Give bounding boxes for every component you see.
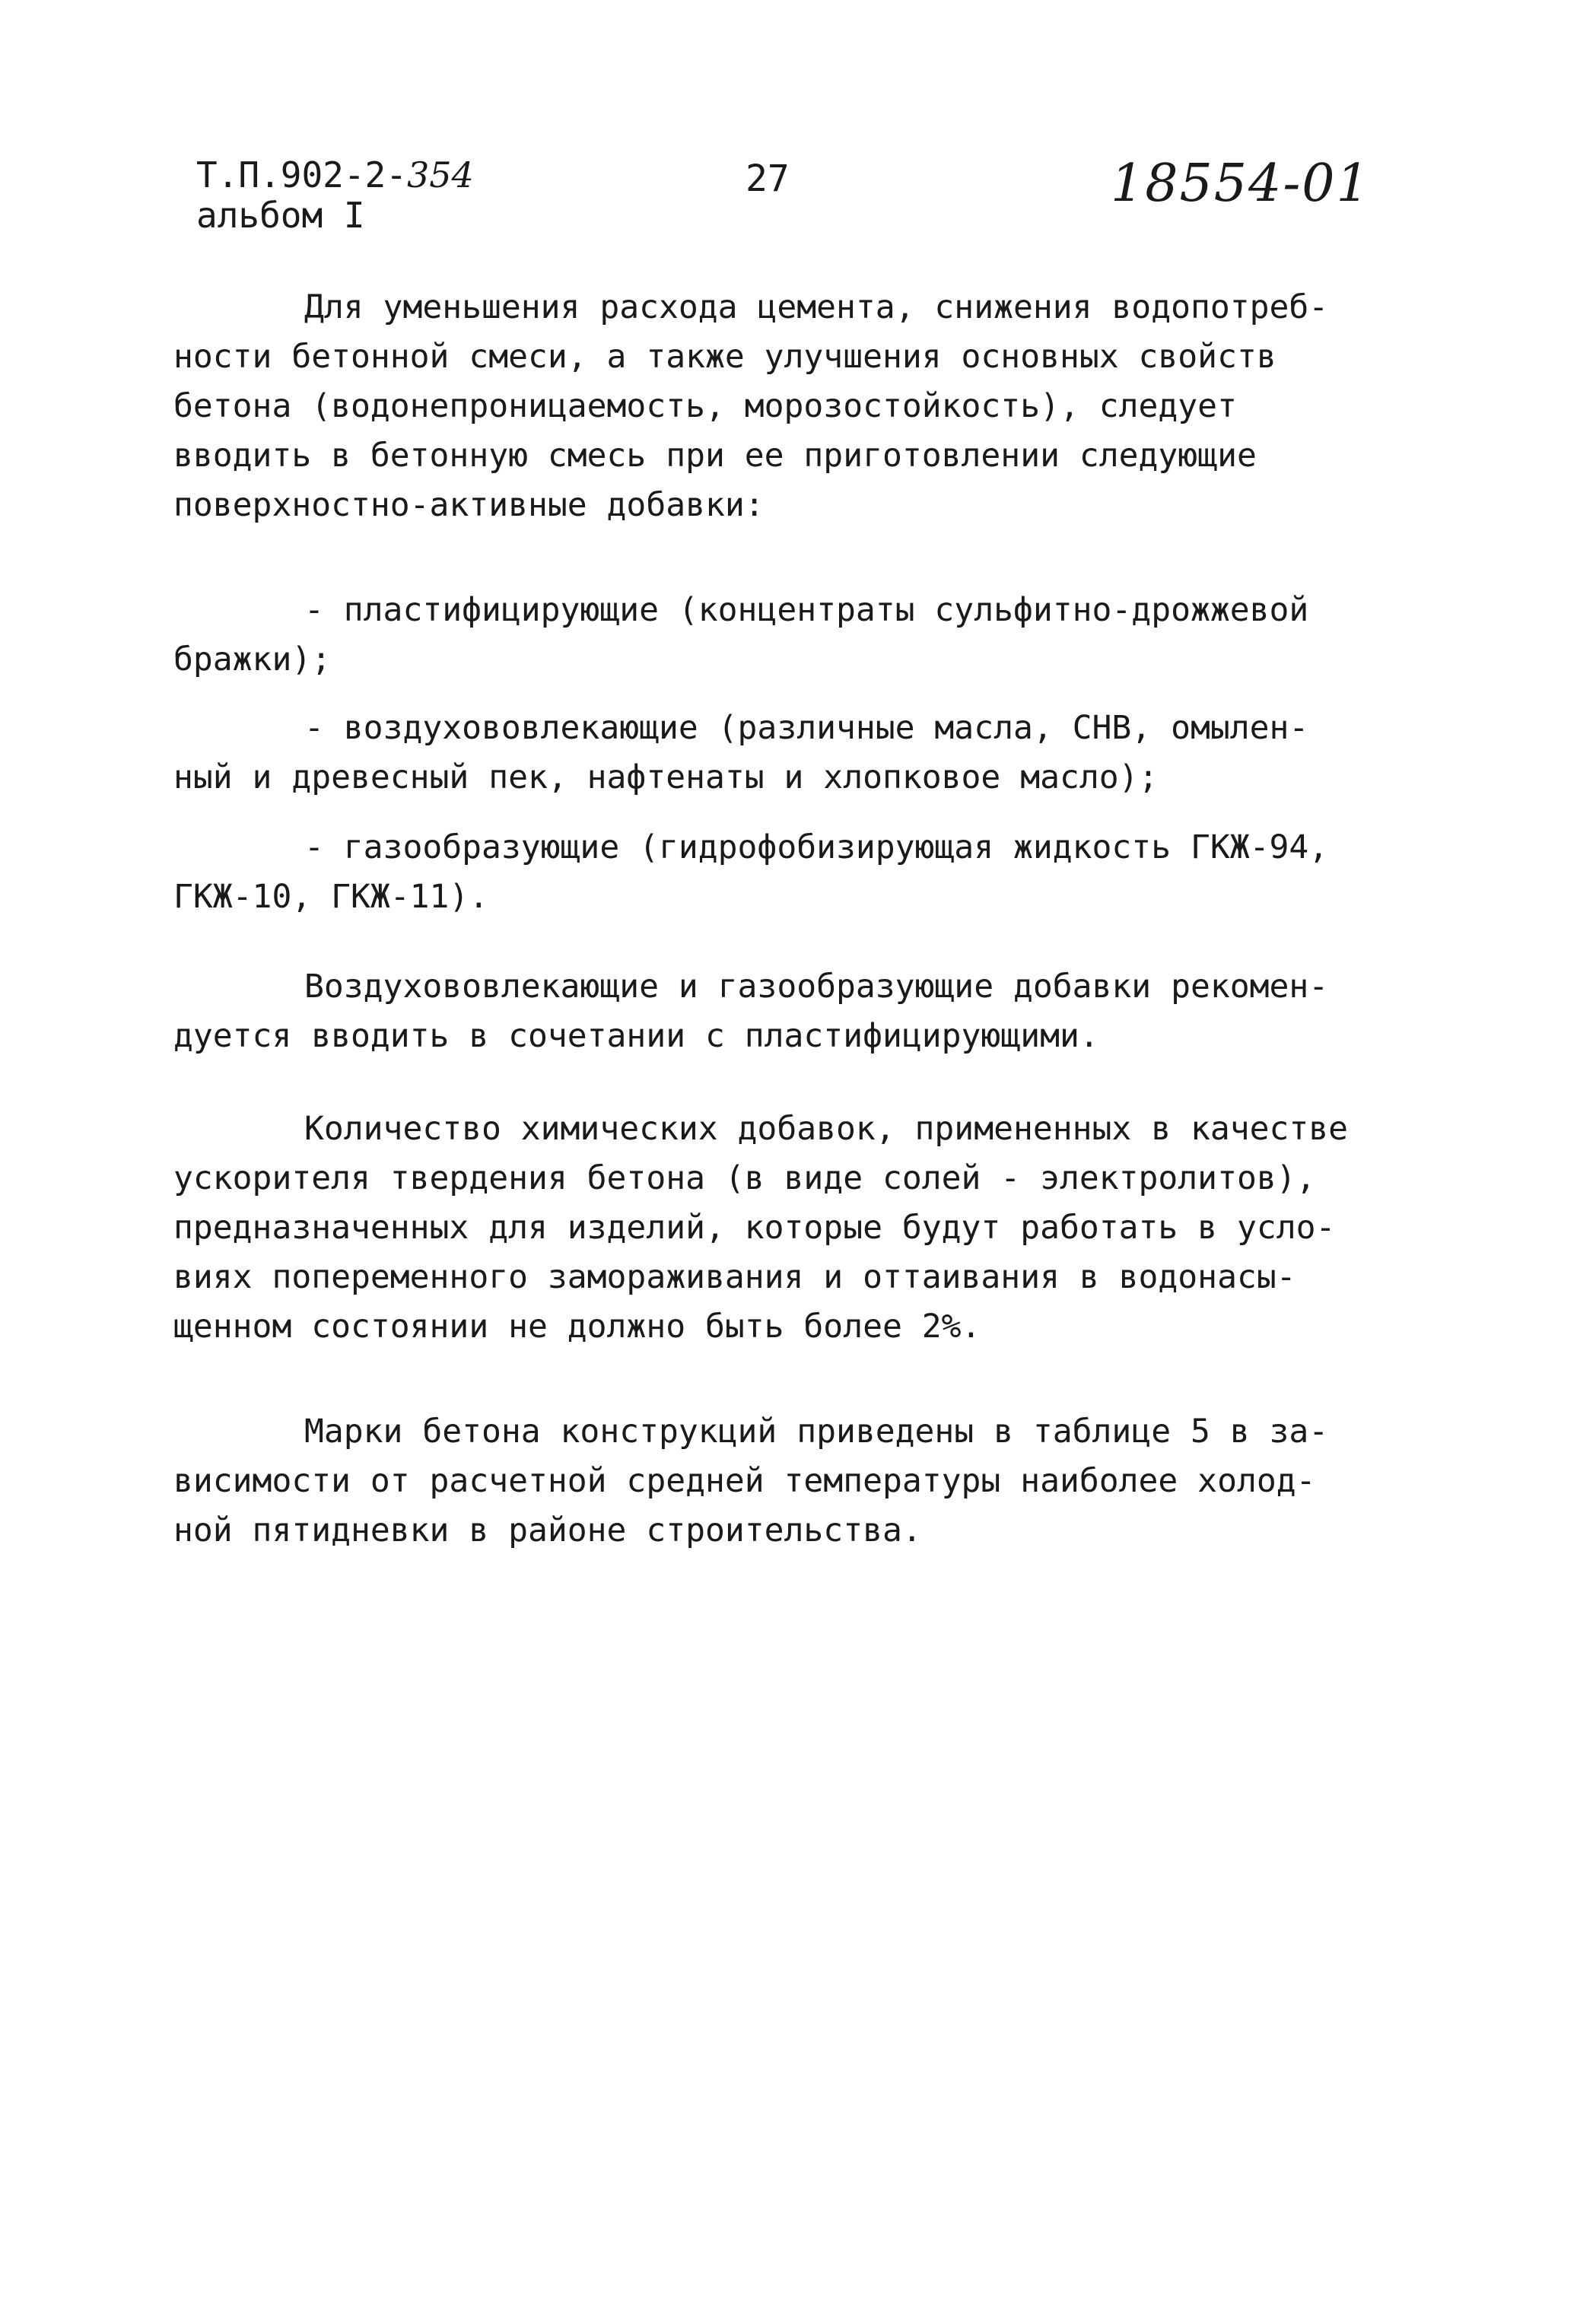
list-item-air-entraining [173, 704, 1436, 802]
album-label: альбом I [196, 195, 365, 236]
text-line: - газообразующие (гидрофобизирующая жидкость ГКЖ-94, [304, 828, 1329, 866]
text-line: ной пятидневки в районе строительства. [173, 1511, 922, 1549]
text-line: висимости от расчетной средней температуры наиболее холод- [173, 1462, 1316, 1500]
text-line: Количество химических добавок, примененных в качестве [304, 1110, 1349, 1148]
text-line: бетона (водонепроницаемость, морозостойкость), следует [173, 387, 1237, 425]
list-item-plasticizers [173, 586, 1436, 685]
text-line: ускорителя твердения бетона (в виде солей - электролитов), [173, 1159, 1316, 1197]
text-line: ности бетонной смеси, а также улучшения основных свойств [173, 338, 1276, 376]
text-line: предназначенных для изделий, которые будут работать в усло- [173, 1209, 1336, 1247]
text-line: ный и древесный пек, нафтенаты и хлопковое масло); [173, 758, 1159, 796]
project-code-handwritten: 354 [406, 154, 474, 195]
text-line: Для уменьшения расхода цемента, снижения водопотреб- [304, 288, 1329, 326]
paragraph-additives-intro [173, 283, 1436, 530]
inventory-stamp: 18554-01 [1111, 154, 1371, 214]
text-line: ГКЖ-10, ГКЖ-11). [173, 878, 489, 916]
project-code-printed: Т.П.902-2- [196, 154, 407, 195]
text-line: щенном состоянии не должно быть более 2%. [173, 1308, 981, 1346]
list-item-gas-forming [173, 823, 1436, 922]
text-line: Марки бетона конструкций приведены в таблице 5 в за- [304, 1413, 1329, 1451]
text-line: поверхностно-активные добавки: [173, 486, 765, 524]
text-line: Воздухововлекающие и газообразующие добавки рекомен- [304, 968, 1329, 1006]
project-code [196, 156, 474, 194]
paragraph-combination [173, 962, 1436, 1061]
paragraph-accelerator-limit [173, 1104, 1436, 1352]
text-line: виях попеременного замораживания и оттаивания в водонасы- [173, 1258, 1296, 1296]
paragraph-concrete-grades [173, 1407, 1436, 1556]
text-line: дуется вводить в сочетании с пластифицирующими. [173, 1017, 1099, 1055]
page-number: 27 [746, 157, 790, 200]
text-line: - пластифицирующие (концентраты сульфитно-дрожжевой [304, 591, 1309, 629]
text-line: - воздухововлекающие (различные масла, СНВ, омылен- [304, 709, 1309, 747]
text-line: вводить в бетонную смесь при ее приготовлении следующие [173, 437, 1257, 475]
text-line: бражки); [173, 640, 332, 679]
